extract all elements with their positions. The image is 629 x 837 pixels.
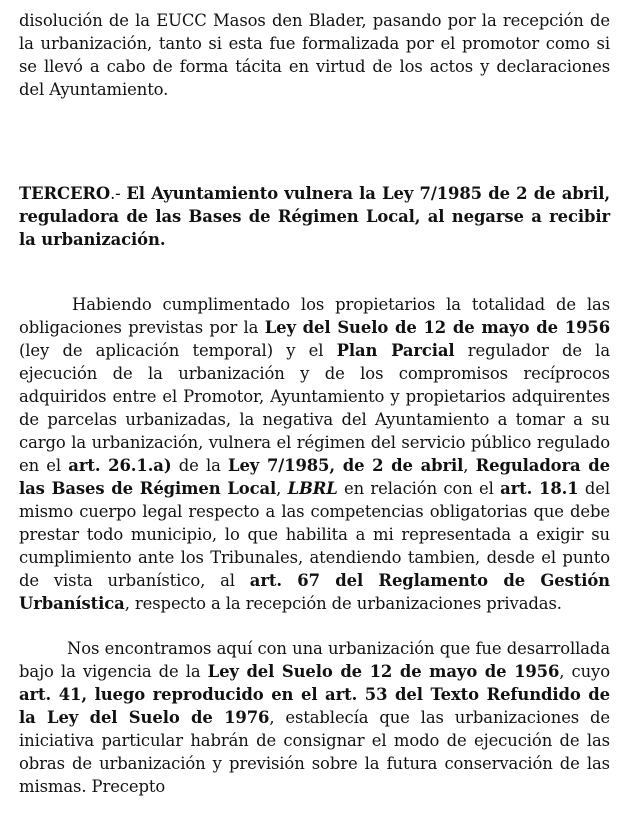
legal-reference: art. 67 del Reglamento de Gestión Urbanística xyxy=(19,571,610,613)
text-run: , respecto a la recepción de urbanizaciones privadas. xyxy=(124,594,562,613)
legal-reference: Reguladora de las Bases de Régimen Local xyxy=(19,456,610,498)
paragraph-continuation xyxy=(19,9,610,101)
legal-reference: Plan Parcial xyxy=(336,341,455,360)
heading-label: TERCERO xyxy=(19,184,111,203)
text-run: regulador de la ejecución de la urbanización y de los compromisos recíprocos adquiridos entre el Promotor, Ayuntamiento y propietarios adquirentes de parcelas urbanizadas, la negativa del Ayuntamiento a tomar a su cargo la urbanización, vulnera el régimen del servicio público regulado en el xyxy=(19,341,610,475)
paragraph-nos-encontramos xyxy=(19,637,610,798)
text-run: , establecía que las urbanizaciones de iniciativa particular habrán de consignar el modo de ejecución de las obras de urbanización y previsión sobre la futura conservación de las mismas. Precepto xyxy=(19,708,611,796)
text-run: Habiendo cumplimentado los propietarios la totalidad de las obligaciones previstas por la xyxy=(19,295,610,337)
spacer xyxy=(19,251,610,293)
text-run: , xyxy=(276,479,288,498)
spacer xyxy=(19,101,610,182)
heading-text: El Ayuntamiento vulnera la Ley 7/1985 de 2 de abril, reguladora de las Bases de Régimen Local, al negarse a recibir la urbanización. xyxy=(19,184,610,249)
legal-reference: art. 18.1 xyxy=(500,479,579,498)
legal-reference: Ley 7/1985, de 2 de abril xyxy=(228,456,464,475)
legal-abbreviation: LBRL xyxy=(287,479,338,498)
text-run: de la xyxy=(171,456,229,475)
section-heading-tercero xyxy=(19,182,610,251)
text-run: en relación con el xyxy=(337,479,501,498)
heading-separator: .- xyxy=(110,184,127,203)
spacer xyxy=(19,615,610,637)
legal-reference: art. 26.1.a) xyxy=(68,456,172,475)
paragraph-habiendo xyxy=(19,293,610,615)
document-page xyxy=(19,9,610,798)
legal-reference: art. 41, luego reproducido en el art. 53 del Texto Refundido de la Ley del Suelo de 1976 xyxy=(19,685,610,727)
text-run: , cuyo xyxy=(559,662,610,681)
text-run: del mismo cuerpo legal respecto a las competencias obligatorias que debe prestar todo municipio, lo que habilita a mi representada a exigir su cumplimiento ante los Tribunales, atendiendo tambien, desde el punto de vista urbanístico, al xyxy=(19,479,611,590)
paragraph-text: disolución de la EUCC Masos den Blader, pasando por la recepción de la urbanización, tanto si esta fue formalizada por el promotor como si se llevó a cabo de forma tácita en virtud de los actos y declaraciones del Ayuntamiento. xyxy=(19,11,610,99)
legal-reference: Ley del Suelo de 12 de mayo de 1956 xyxy=(264,318,610,337)
legal-reference: Ley del Suelo de 12 de mayo de 1956 xyxy=(207,662,560,681)
text-run: Nos encontramos aquí con una urbanización que fue desarrollada bajo la vigencia de la xyxy=(19,639,610,681)
text-run: (ley de aplicación temporal) y el xyxy=(19,341,337,360)
text-run: , xyxy=(463,456,476,475)
